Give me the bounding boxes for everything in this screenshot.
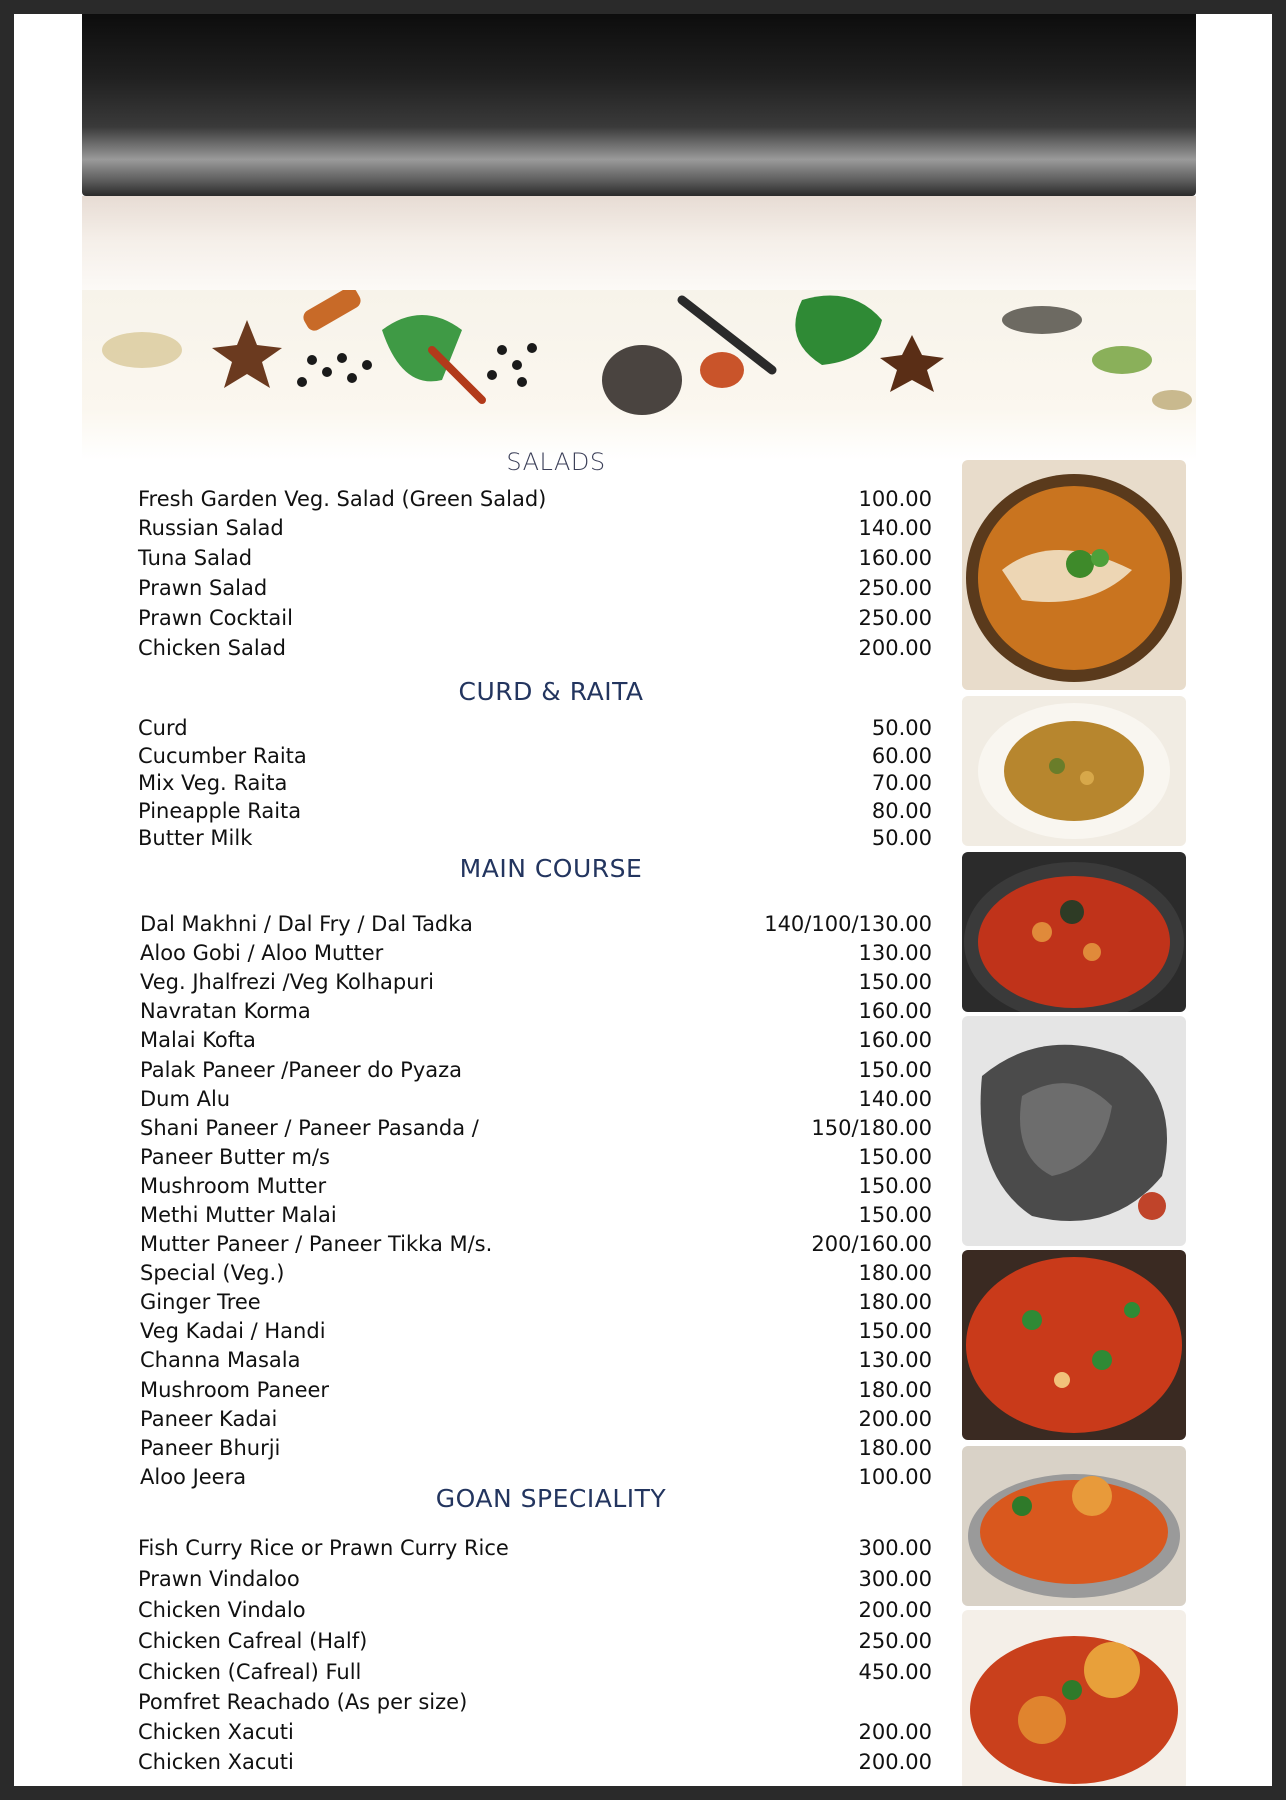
menu-item-name: Navratan Korma (140, 999, 311, 1023)
menu-item-name: Paneer Butter m/s (140, 1145, 330, 1169)
menu-item-price: 80.00 (871, 799, 932, 823)
menu-item-price: 200.00 (858, 1407, 932, 1431)
menu-item-name: Tuna Salad (138, 546, 253, 570)
menu-item-price: 160.00 (858, 1028, 932, 1052)
menu-item-price: 50.00 (871, 826, 932, 850)
menu-item-name: Channa Masala (140, 1348, 301, 1372)
menu-item-name: Dum Alu (140, 1087, 231, 1111)
menu-item-name: Shani Paneer / Paneer Pasanda / (140, 1116, 479, 1140)
menu-item-name: Mushroom Paneer (140, 1378, 330, 1402)
spice-illustration (102, 290, 1192, 415)
menu-item-price: 140.00 (858, 516, 932, 540)
menu-item-price: 70.00 (871, 771, 932, 795)
spice-banner-image (82, 290, 1196, 460)
menu-item-price: 140/100/130.00 (764, 912, 932, 936)
menu-item-name: Mix Veg. Raita (138, 771, 288, 795)
menu-item-price: 150.00 (858, 970, 932, 994)
menu-item-name: Prawn Salad (138, 576, 268, 600)
menu-item-price: 200.00 (858, 1720, 932, 1744)
menu-item-price: 300.00 (858, 1567, 932, 1591)
menu-item-price: 140.00 (858, 1087, 932, 1111)
menu-item-price: 250.00 (858, 606, 932, 630)
menu-binder-edge (82, 14, 1196, 196)
menu-item-price: 300.00 (858, 1536, 932, 1560)
menu-item-name: Chicken Xacuti (138, 1750, 294, 1774)
menu-item-price: 150.00 (858, 1058, 932, 1082)
menu-item-name: Fish Curry Rice or Prawn Curry Rice (138, 1536, 509, 1560)
menu-item-price: 150/180.00 (811, 1116, 932, 1140)
menu-item-price: 180.00 (858, 1261, 932, 1285)
menu-item-name: Chicken Vindalo (138, 1598, 306, 1622)
menu-item-name: Chicken Cafreal (Half) (138, 1629, 368, 1653)
palak-paneer-photo (962, 1016, 1186, 1246)
menu-item-price: 250.00 (858, 576, 932, 600)
paneer-curry-photo (962, 1250, 1186, 1440)
menu-item-name: Fresh Garden Veg. Salad (Green Salad) (138, 487, 547, 511)
menu-item-price: 150.00 (858, 1145, 932, 1169)
section-title-goan-speciality: GOAN SPECIALITY (435, 1484, 667, 1513)
menu-item-name: Dal Makhni / Dal Fry / Dal Tadka (140, 912, 473, 936)
menu-item-name: Chicken (Cafreal) Full (138, 1660, 362, 1684)
menu-item-name: Chicken Xacuti (138, 1720, 294, 1744)
menu-item-name: Methi Mutter Malai (140, 1203, 337, 1227)
menu-item-name: Aloo Gobi / Aloo Mutter (140, 941, 384, 965)
menu-item-price: 450.00 (858, 1660, 932, 1684)
menu-item-name: Special (Veg.) (140, 1261, 285, 1285)
menu-item-price: 160.00 (858, 546, 932, 570)
menu-item-name: Chicken Salad (138, 636, 286, 660)
menu-item-name: Cucumber Raita (138, 744, 307, 768)
menu-item-price: 180.00 (858, 1378, 932, 1402)
menu-item-price: 100.00 (858, 487, 932, 511)
raita-photo (962, 696, 1186, 846)
menu-item-name: Prawn Vindaloo (138, 1567, 300, 1591)
menu-item-name: Prawn Cocktail (138, 606, 293, 630)
menu-item-price: 160.00 (858, 999, 932, 1023)
menu-item-name: Mushroom Mutter (140, 1174, 327, 1198)
menu-item-name: Butter Milk (138, 826, 253, 850)
dal-makhni-photo (962, 460, 1186, 690)
menu-item-price: 130.00 (858, 941, 932, 965)
section-title-main-course: MAIN COURSE (459, 854, 643, 883)
menu-item-price: 250.00 (858, 1629, 932, 1653)
menu-item-name: Palak Paneer /Paneer do Pyaza (140, 1058, 463, 1082)
menu-item-name: Veg. Jhalfrezi /Veg Kolhapuri (140, 970, 434, 994)
menu-item-price: 200.00 (858, 1598, 932, 1622)
menu-item-price: 130.00 (858, 1348, 932, 1372)
menu-item-name: Paneer Bhurji (140, 1436, 281, 1460)
menu-item-price: 150.00 (858, 1174, 932, 1198)
menu-item-name: Malai Kofta (140, 1028, 256, 1052)
menu-item-price: 180.00 (858, 1290, 932, 1314)
menu-item-name: Pomfret Reachado (As per size) (138, 1690, 468, 1714)
menu-item-price: 200.00 (858, 1750, 932, 1774)
menu-page (14, 14, 1272, 1786)
menu-item-name: Pineapple Raita (138, 799, 302, 823)
menu-item-name: Mutter Paneer / Paneer Tikka M/s. (140, 1232, 493, 1256)
section-title-salads: SALADS (506, 448, 606, 476)
chicken-curry-photo (962, 1610, 1186, 1786)
menu-item-price: 150.00 (858, 1319, 932, 1343)
menu-item-price: 180.00 (858, 1436, 932, 1460)
menu-item-name: Curd (138, 716, 188, 740)
goan-curry-photo (962, 1446, 1186, 1606)
channa-masala-photo (962, 852, 1186, 1012)
menu-item-price: 50.00 (871, 716, 932, 740)
menu-item-price: 200.00 (858, 636, 932, 660)
menu-item-price: 150.00 (858, 1203, 932, 1227)
menu-item-price: 200/160.00 (811, 1232, 932, 1256)
paper-shadow (82, 196, 1196, 296)
menu-item-name: Aloo Jeera (140, 1465, 247, 1489)
menu-item-price: 100.00 (858, 1465, 932, 1489)
food-photo-column (962, 460, 1186, 1786)
menu-item-name: Ginger Tree (140, 1290, 261, 1314)
menu-item-name: Russian Salad (138, 516, 284, 540)
menu-item-price: 60.00 (871, 744, 932, 768)
section-title-curd-raita: CURD & RAITA (458, 677, 644, 706)
menu-item-name: Paneer Kadai (140, 1407, 278, 1431)
menu-item-name: Veg Kadai / Handi (140, 1319, 326, 1343)
